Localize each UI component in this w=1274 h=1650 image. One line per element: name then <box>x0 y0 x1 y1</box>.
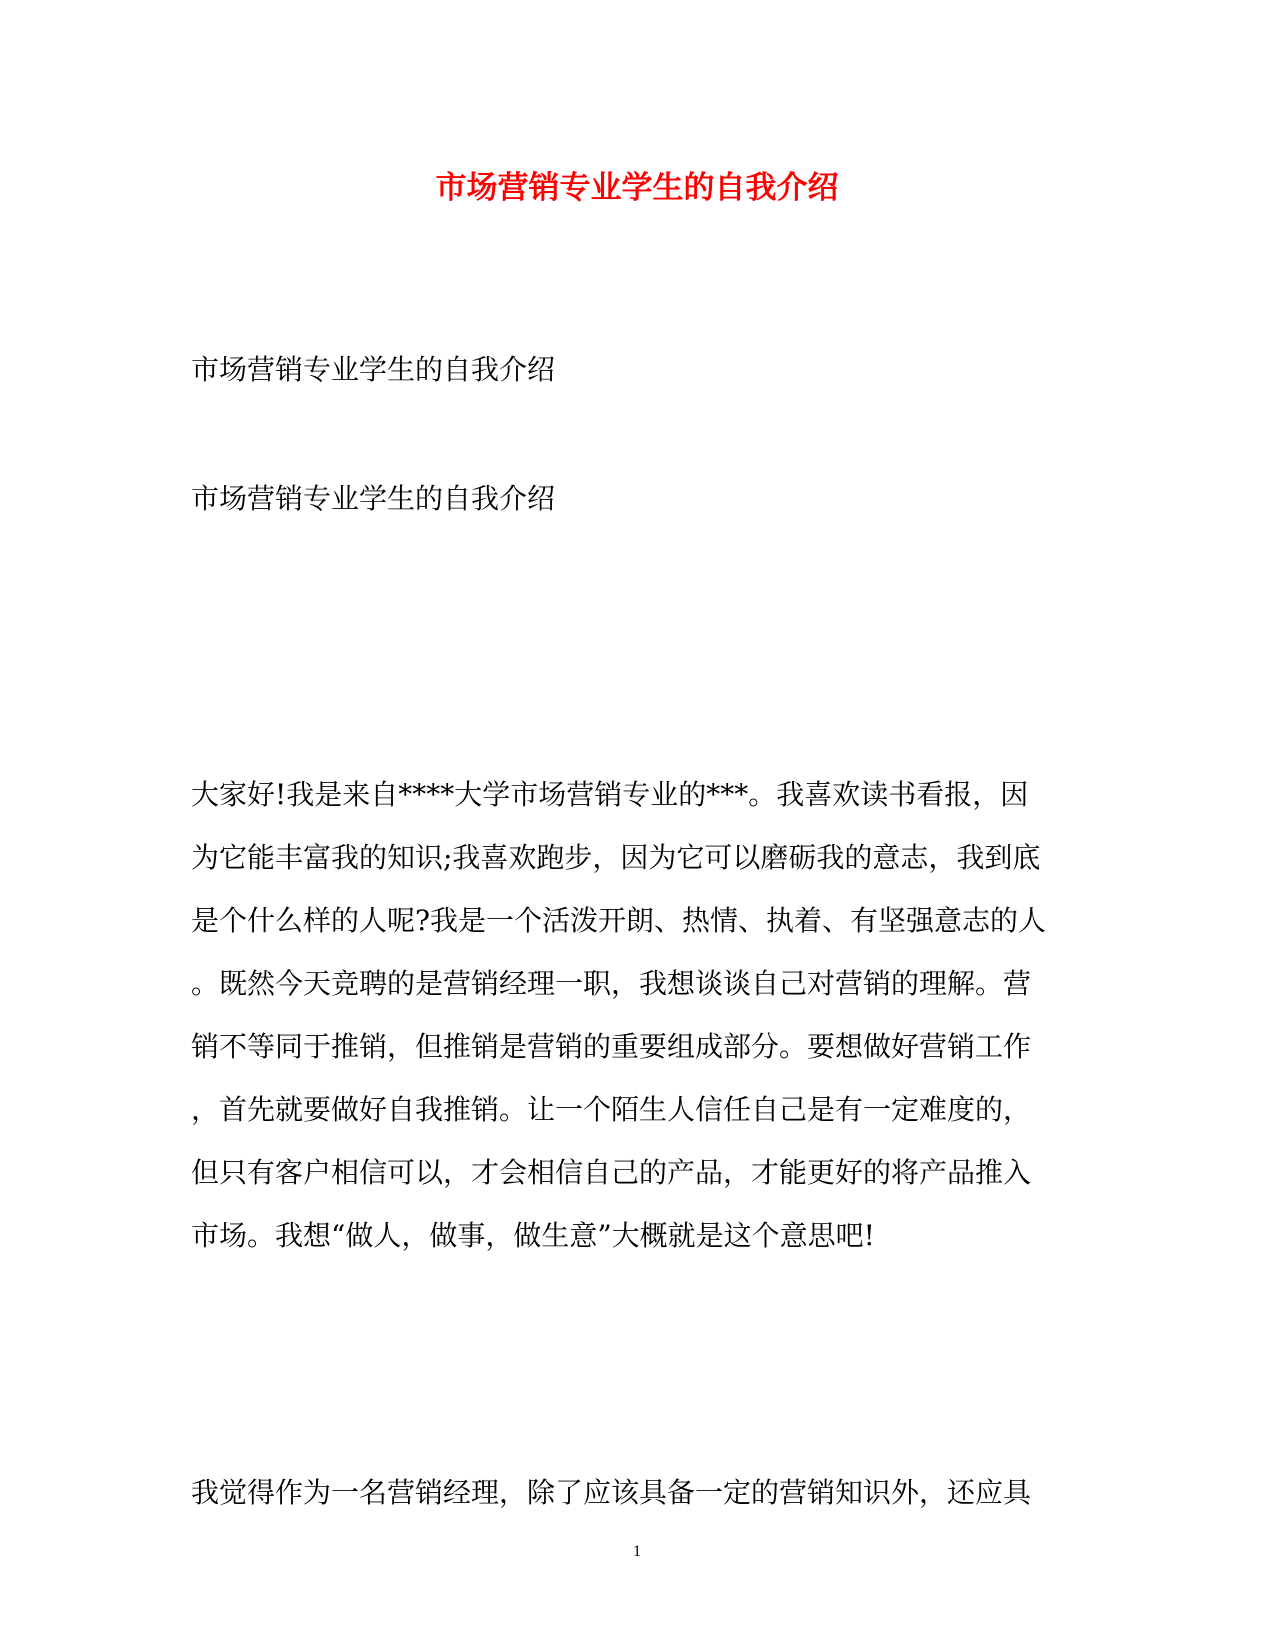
paragraph-line: 销不等同于推销，但推销是营销的重要组成部分。要想做好营销工作 <box>191 1030 1032 1063</box>
paragraph-line: 我觉得作为一名营销经理，除了应该具备一定的营销知识外，还应具 <box>191 1476 1032 1509</box>
paragraph-line: 。既然今天竞聘的是营销经理一职，我想谈谈自己对营销的理解。营 <box>191 967 1032 1000</box>
paragraph-line: ，首先就要做好自我推销。让一个陌生人信任自己是有一定难度的， <box>191 1093 1032 1126</box>
document-title: 市场营销专业学生的自我介绍 <box>435 170 839 206</box>
paragraph-line: 但只有客户相信可以，才会相信自己的产品，才能更好的将产品推入 <box>191 1156 1032 1189</box>
paragraph-line: 市场。我想“做人，做事，做生意”大概就是这个意思吧! <box>191 1219 875 1252</box>
paragraph-2 <box>191 1473 1071 1536</box>
paragraph-line: 为它能丰富我的知识;我喜欢跑步，因为它可以磨砺我的意志，我到底 <box>191 841 1041 874</box>
subtitle-1: 市场营销专业学生的自我介绍 <box>191 353 556 386</box>
page-number: 1 <box>633 1543 641 1560</box>
paragraph-1 <box>191 775 1071 1279</box>
paragraph-line: 大家好!我是来自****大学市场营销专业的***。我喜欢读书看报，因 <box>191 778 1029 811</box>
paragraph-line: 是个什么样的人呢?我是一个活泼开朗、热情、执着、有坚强意志的人 <box>191 904 1047 937</box>
subtitle-2: 市场营销专业学生的自我介绍 <box>191 482 556 515</box>
